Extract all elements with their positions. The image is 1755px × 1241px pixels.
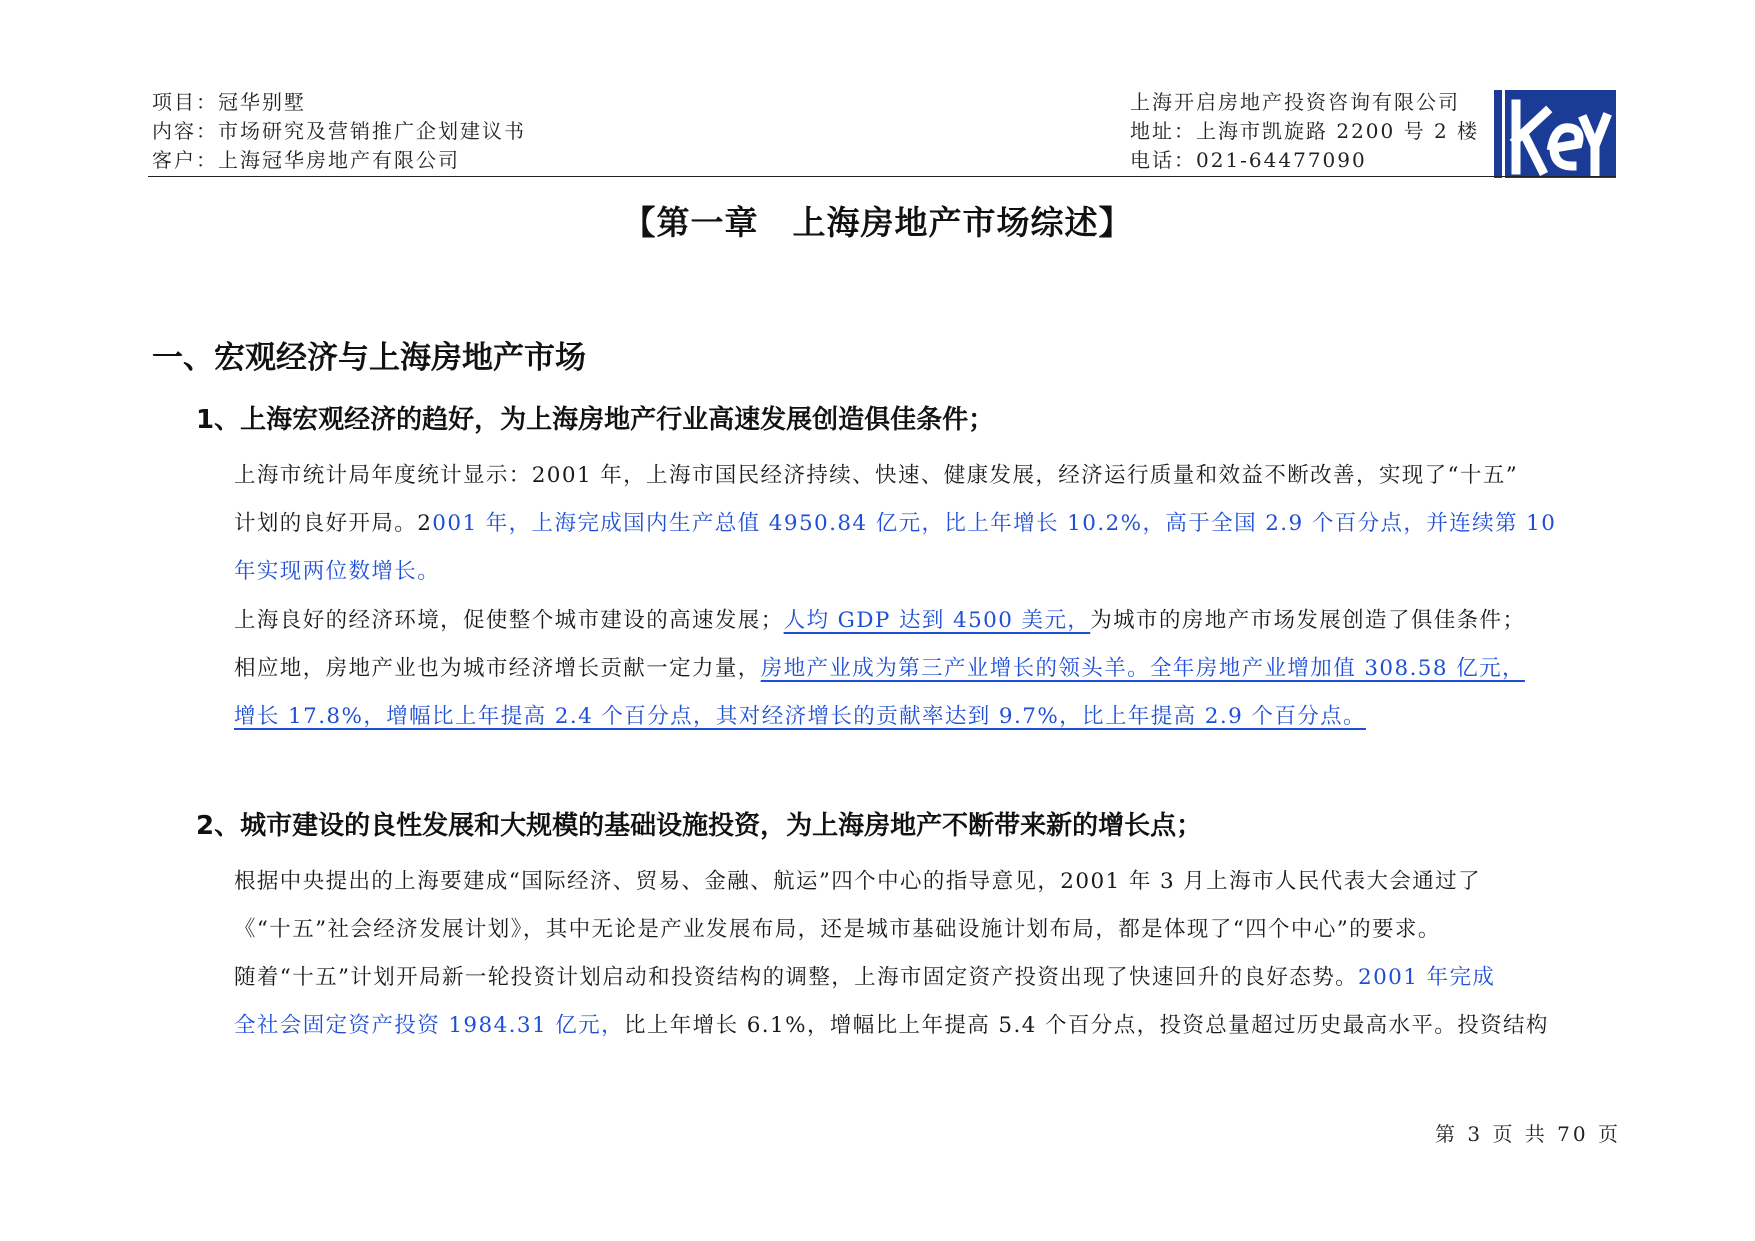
paragraph-line bbox=[234, 603, 1525, 634]
paragraph-line bbox=[234, 554, 440, 585]
header-company-info bbox=[1130, 88, 1479, 175]
header-divider bbox=[148, 176, 1616, 177]
paragraph-line: 上海市统计局年度统计显示：2001 年，上海市国民经济持续、快速、健康发展，经济运行质量和效益不断改善，实现了“十五” bbox=[234, 463, 1519, 488]
highlight-text: 001 年，上海完成国内生产总值 4950.84 亿元，比上年增长 10.2%，高于全国 2.9 个百分点，并连续第 10 bbox=[432, 511, 1557, 536]
subsection-title-1: 1、上海宏观经济的趋好，为上海房地产行业高速发展创造俱佳条件； bbox=[196, 405, 995, 435]
paragraph-line bbox=[234, 1008, 1549, 1039]
header-address: 地址：上海市凯旋路 2200 号 2 楼 bbox=[1130, 119, 1480, 143]
paragraph-line bbox=[234, 651, 1525, 682]
highlight-text: 年实现两位数增长。 bbox=[234, 559, 441, 584]
text-run: 比上年增长 6.1%，增幅比上年提高 5.4 个百分点，投资总量超过历史最高水平。投资结构 bbox=[623, 1013, 1549, 1038]
highlight-text: 2001 年完成 bbox=[1358, 965, 1496, 990]
company-logo-icon bbox=[1494, 90, 1616, 178]
text-run: 相应地，房地产业也为城市经济增长贡献一定力量， bbox=[234, 656, 761, 681]
text-run: 为城市的房地产市场发展创造了俱佳条件； bbox=[1090, 608, 1526, 633]
underlined-highlight: 房地产业成为第三产业增长的领头羊。全年房地产业增加值 308.58 亿元， bbox=[760, 656, 1525, 681]
underlined-highlight: 增长 17.8%，增幅比上年提高 2.4 个百分点，其对经济增长的贡献率达到 9.7%，比上年提高 2.9 个百分点。 bbox=[234, 704, 1366, 729]
header-project-info bbox=[152, 88, 526, 175]
paragraph-line bbox=[234, 960, 1495, 991]
header-client: 客户：上海冠华房地产有限公司 bbox=[152, 148, 460, 172]
header-project: 项目：冠华别墅 bbox=[152, 90, 306, 114]
paragraph-line bbox=[234, 506, 1556, 537]
paragraph-line bbox=[234, 699, 1366, 730]
highlight-text: 全社会固定资产投资 1984.31 亿元， bbox=[234, 1013, 624, 1038]
text-run: 随着“十五”计划开局新一轮投资计划启动和投资结构的调整，上海市固定资产投资出现了快速回升的良好态势。 bbox=[234, 965, 1358, 990]
header-company: 上海开启房地产投资咨询有限公司 bbox=[1130, 90, 1460, 114]
section-title: 一、宏观经济与上海房地产市场 bbox=[152, 340, 586, 376]
text-run: 上海良好的经济环境，促使整个城市建设的高速发展； bbox=[234, 608, 784, 633]
header-content: 内容：市场研究及营销推广企划建议书 bbox=[152, 119, 526, 143]
paragraph-line: 《“十五”社会经济发展计划》，其中无论是产业发展布局，还是城市基础设施计划布局，都是体现了“四个中心”的要求。 bbox=[234, 917, 1441, 942]
underlined-highlight: 人均 GDP 达到 4500 美元， bbox=[783, 608, 1091, 633]
page-number: 第 3 页 共 70 页 bbox=[1435, 1122, 1621, 1146]
paragraph-line: 根据中央提出的上海要建成“国际经济、贸易、金融、航运”四个中心的指导意见，2001 年 3 月上海市人民代表大会通过了 bbox=[234, 869, 1481, 894]
text-run: 计划的良好开局。2 bbox=[234, 511, 433, 536]
subsection-title-2: 2、城市建设的良性发展和大规模的基础设施投资，为上海房地产不断带来新的增长点； bbox=[196, 811, 1203, 841]
chapter-title: 【第一章 上海房地产市场综述】 bbox=[622, 203, 1133, 242]
header-phone: 电话：021-64477090 bbox=[1130, 148, 1367, 172]
